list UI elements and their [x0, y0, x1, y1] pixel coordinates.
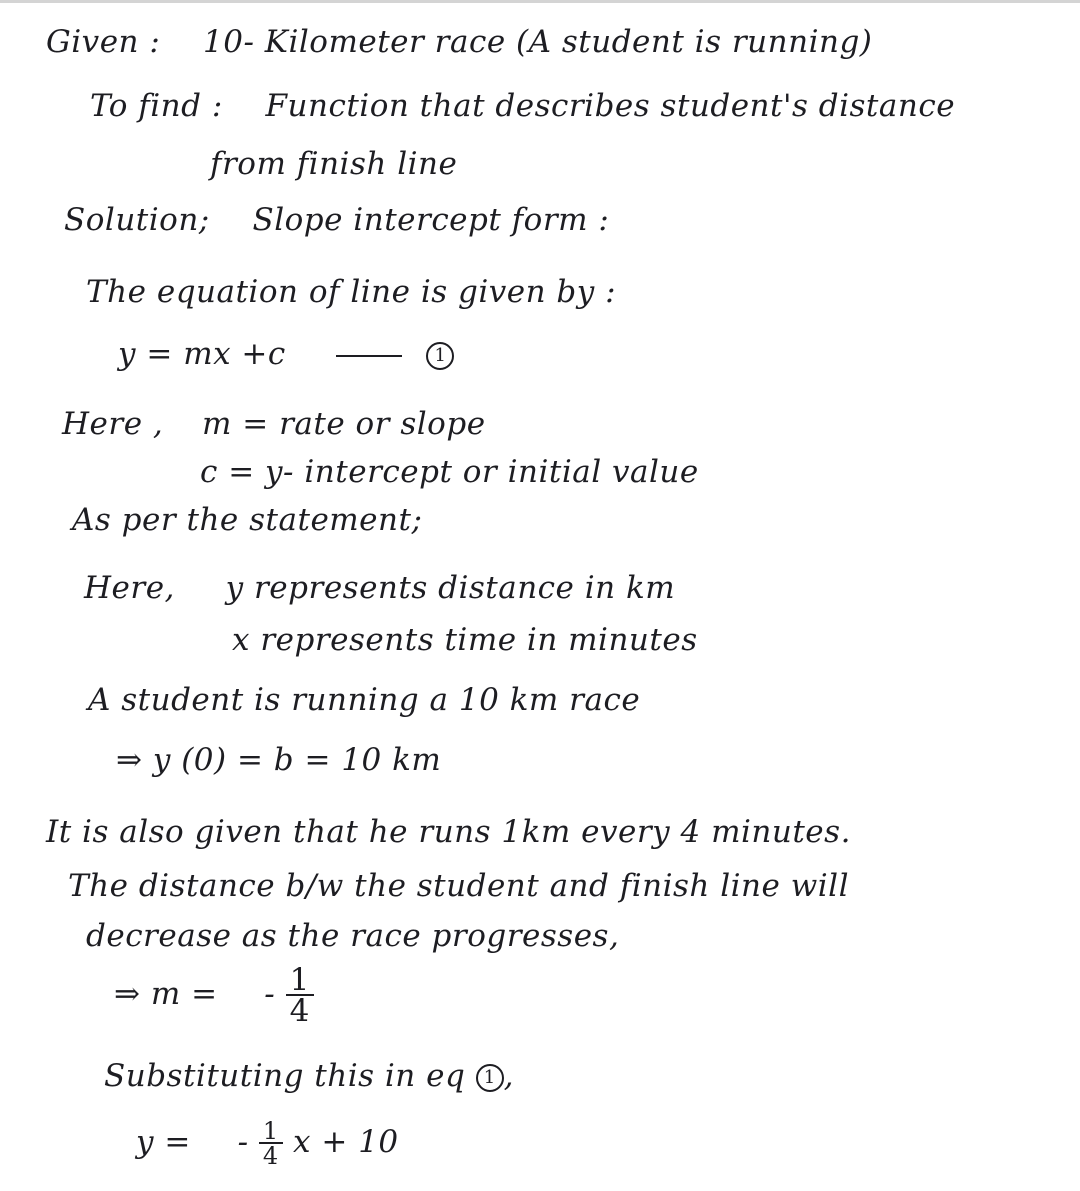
final-equation-line — [136, 1112, 399, 1172]
given-text: 10- Kilometer race (A student is running) — [203, 24, 873, 60]
m-value-fraction — [286, 961, 314, 1029]
m-definition: m = rate or slope — [201, 406, 486, 442]
given-rate-line: It is also given that he runs 1km every 4 minutes. — [46, 814, 851, 850]
student-running-line: A student is running a 10 km race — [88, 682, 641, 718]
equation-dash — [336, 355, 402, 357]
equation-1-tag: 1 — [426, 342, 454, 370]
here-y-line — [84, 568, 675, 608]
solution-line — [64, 200, 609, 240]
equation-1 — [118, 334, 454, 374]
substituting-tag: 1 — [476, 1064, 504, 1092]
substituting-text: Substituting this in eq — [104, 1058, 466, 1094]
to-find-label: To find : — [90, 88, 223, 124]
m-value-denominator: 4 — [289, 992, 310, 1029]
y-zero-line: ⇒ y (0) = b = 10 km — [116, 742, 442, 778]
x-definition: x represents time in minutes — [232, 622, 698, 658]
here-label-2: Here, — [84, 570, 175, 606]
given-line — [46, 22, 872, 62]
to-find-text: Function that describes student's distance — [265, 88, 956, 124]
substituting-tail: , — [503, 1058, 515, 1094]
solution-label: Solution; — [64, 202, 210, 238]
distance-decrease-line-1: The distance b/w the student and finish line will — [68, 868, 849, 904]
here-m-line — [62, 404, 486, 444]
substituting-line — [104, 1056, 514, 1096]
m-value-line — [114, 961, 314, 1029]
given-label: Given : — [46, 24, 161, 60]
final-equation-rhs: x + 10 — [293, 1124, 399, 1160]
equation-of-line-text: The equation of line is given by : — [86, 274, 617, 310]
here-label: Here , — [62, 406, 164, 442]
m-value-numerator: 1 — [286, 966, 314, 996]
final-equation-numerator: 1 — [259, 1120, 283, 1144]
y-definition: y represents distance in km — [225, 570, 676, 606]
to-find-continuation: from finish line — [210, 146, 458, 182]
m-value-sign: - — [264, 976, 276, 1012]
c-definition: c = y- intercept or initial value — [200, 454, 699, 490]
final-equation-fraction — [259, 1116, 283, 1170]
final-equation-lhs: y = — [136, 1124, 191, 1160]
page-top-edge — [0, 0, 1080, 3]
solution-text: Slope intercept form : — [252, 202, 610, 238]
distance-decrease-line-2: decrease as the race progresses, — [86, 918, 620, 954]
final-equation-sign: - — [237, 1124, 249, 1160]
to-find-line — [90, 86, 955, 126]
equation-1-text: y = mx +c — [118, 336, 286, 372]
final-equation-denominator: 4 — [262, 1141, 279, 1170]
as-per-statement: As per the statement; — [72, 502, 423, 538]
m-value-lhs: ⇒ m = — [114, 976, 218, 1012]
